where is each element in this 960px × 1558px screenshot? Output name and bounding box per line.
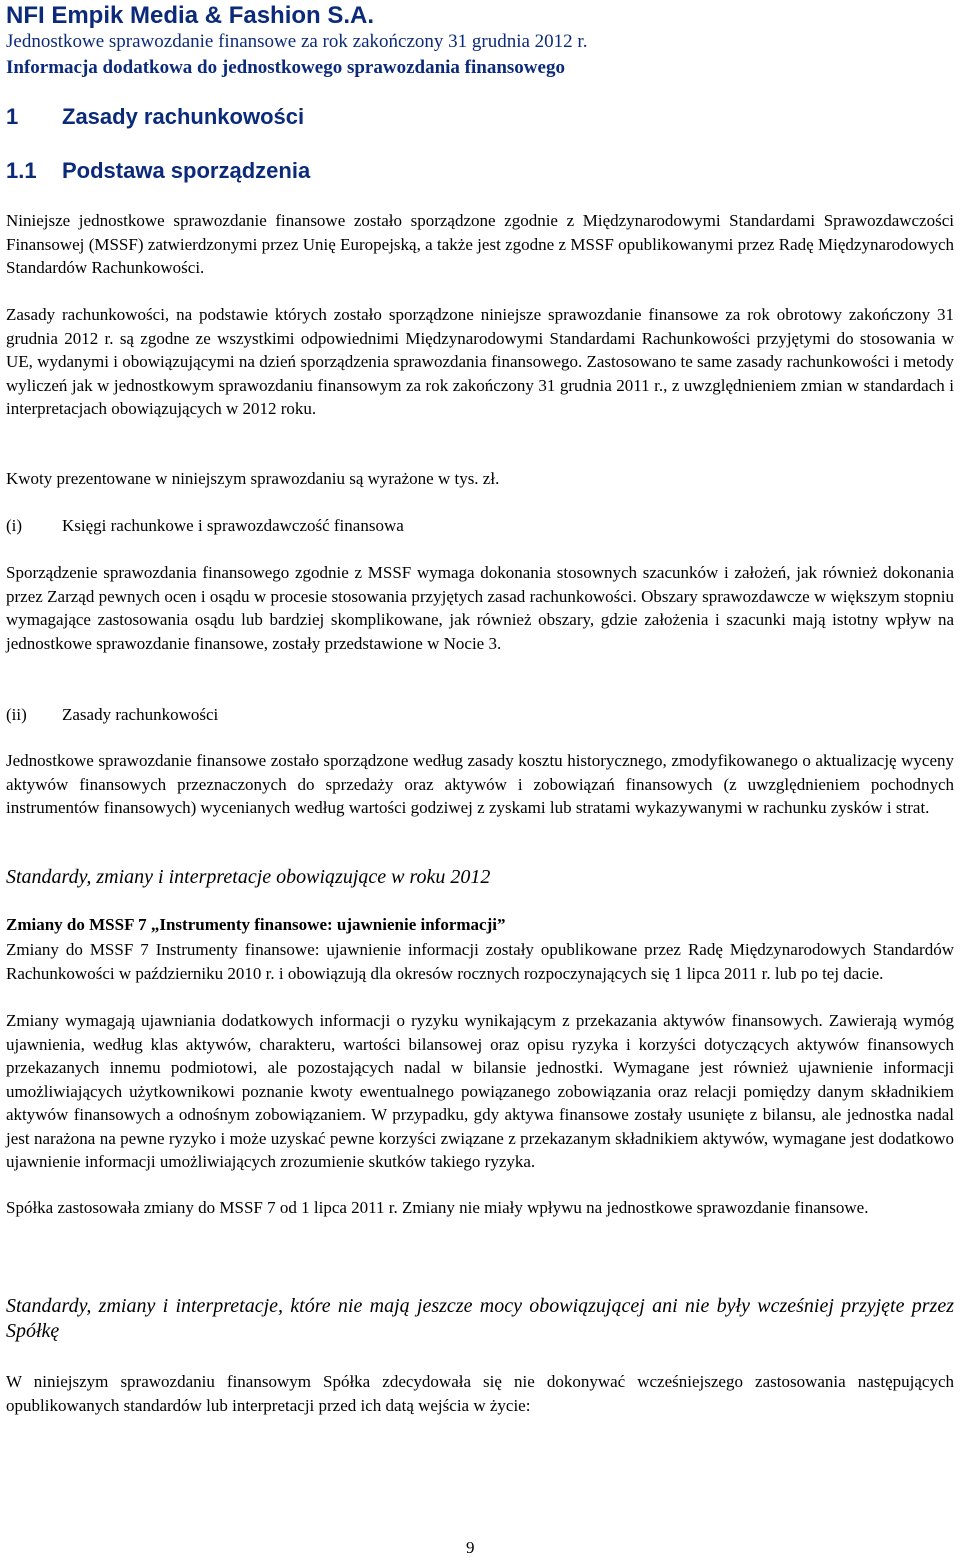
section-heading-1-1 <box>6 158 310 184</box>
italic-heading-standards-2012: Standardy, zmiany i interpretacje obowiązujące w roku 2012 <box>6 866 491 888</box>
subsection-number: (i) <box>6 516 23 535</box>
page-number: 9 <box>466 1538 475 1557</box>
section-number: 1 <box>6 104 19 129</box>
section-title: Podstawa sporządzenia <box>62 158 311 183</box>
amendment-title: Zmiany do MSSF 7 „Instrumenty finansowe: ujawnienie informacji” <box>6 915 506 934</box>
paragraph-amounts: Kwoty prezentowane w niniejszym sprawozdaniu są wyrażone w tys. zł. <box>6 469 500 488</box>
paragraph-estimates: Sporządzenie sprawozdania finansowego zgodnie z MSSF wymaga dokonania stosownych szacunków i założeń, jak również dokonania przez Zarząd pewnych ocen i osądu w procesie stosowania przyjętych zasad rachunkowości. Obszary sprawozdawcze w większym stopniu wymagające zastosowania osądu lub bardziej skomplikowane, jak również obszary, gdzie założenia i szacunki mają istotny wpływ na jednostkowe sprawozdanie finansowe, zostały przedstawione w Nocie 3. <box>6 563 954 653</box>
section-title: Zasady rachunkowości <box>62 104 305 129</box>
report-subtitle: Jednostkowe sprawozdanie finansowe za rok zakończony 31 grudnia 2012 r. <box>6 31 588 52</box>
subsection-ii <box>6 703 218 727</box>
subsection-number: (ii) <box>6 705 27 724</box>
paragraph-amendment-details: Zmiany wymagają ujawniania dodatkowych informacji o ryzyku wynikającym z przekazania aktywów finansowych. Zawierają wymóg ujawnienia, według klas aktywów, charakteru, wartości bilansowej oraz opisu ryzyka i korzyści dotyczących aktywów finansowych przekazanych innemu podmiotowi, ale pozostających nadal w bilansie jednostki. Wymagane jest również ujawnienie informacji umożliwiających użytkownikowi poznanie kwoty ewentualnego powiązanego zobowiązania oraz relacji pomiędzy danym składnikiem aktywów finansowych a odnośnym zobowiązaniem. W przypadku, gdy aktywa finansowe zostały usunięte z bilansu, ale jednostka nadal jest narażona na pewne ryzyko i może uzyskać pewne korzyści związane z przekazanym składnikiem aktywów, wymagane jest dodatkowo ujawnienie informacji umożliwiających zrozumienie skutków takiego ryzyka. <box>6 1011 954 1171</box>
paragraph-principles: Zasady rachunkowości, na podstawie których zostało sporządzone niniejsze sprawozdanie finansowe za rok obrotowy zakończony 31 grudnia 2012 r. są zgodne ze wszystkimi odpowiednimi Międzynarodowymi Standardami Rachunkowości przyjętymi do stosowania w UE, wydanymi i obowiązującymi na dzień sporządzenia sprawozdania finansowego. Zastosowano te same zasady rachunkowości i metody wyliczeń jak w jednostkowym sprawozdaniu finansowym za rok zakończony 31 grudnia 2011 r., z uwzględnieniem zmian w standardach i interpretacjach obowiązujących w 2012 roku. <box>6 305 954 418</box>
subsection-title: Księgi rachunkowe i sprawozdawczość finansowa <box>62 516 404 535</box>
paragraph-amendment-intro: Zmiany do MSSF 7 Instrumenty finansowe: ujawnienie informacji zostały opublikowane przez Radę Międzynarodowych Standardów Rachunkowości w październiku 2010 r. i obowiązują dla okresów rocznych rozpoczynających się 1 lipca 2011 r. lub po tej dacie. <box>6 940 954 983</box>
paragraph-cost-basis: Jednostkowe sprawozdanie finansowe zostało sporządzone według zasady kosztu historycznego, zmodyfikowanego o aktualizację wyceny aktywów finansowych przeznaczonych do sprzedaży oraz aktywów i zobowiązań finansowych (z uwzględnieniem pochodnych instrumentów finansowych) wycenianych według wartości godziwej z zyskami lub stratami wykazywanymi w rachunku zysków i strat. <box>6 751 954 817</box>
report-info-title: Informacja dodatkowa do jednostkowego sprawozdania finansowego <box>6 57 565 78</box>
paragraph-early-adoption: W niniejszym sprawozdaniu finansowym Spółka zdecydowała się nie dokonywać wcześniejszego zastosowania następujących opublikowanych standardów lub interpretacji przed ich datą wejścia w życie: <box>6 1372 954 1415</box>
subsection-title: Zasady rachunkowości <box>62 705 219 724</box>
paragraph-basis: Niniejsze jednostkowe sprawozdanie finansowe zostało sporządzone zgodnie z Międzynarodowymi Standardami Sprawozdawczości Finansowej (MSSF) zatwierdzonymi przez Unię Europejską, a także jest zgodne z MSSF opublikowanymi przez Radę Międzynarodowych Standardów Rachunkowości. <box>6 211 954 277</box>
italic-heading-future-standards: Standardy, zmiany i interpretacje, które nie mają jeszcze mocy obowiązującej ani nie były wcześniej przyjęte przez Spółkę <box>6 1295 954 1342</box>
company-name: NFI Empik Media & Fashion S.A. <box>6 2 375 29</box>
section-number: 1.1 <box>6 158 37 183</box>
subsection-i <box>6 514 404 538</box>
section-heading-1 <box>6 104 304 130</box>
paragraph-amendment-applied: Spółka zastosowała zmiany do MSSF 7 od 1 lipca 2011 r. Zmiany nie miały wpływu na jednostkowe sprawozdanie finansowe. <box>6 1198 869 1217</box>
